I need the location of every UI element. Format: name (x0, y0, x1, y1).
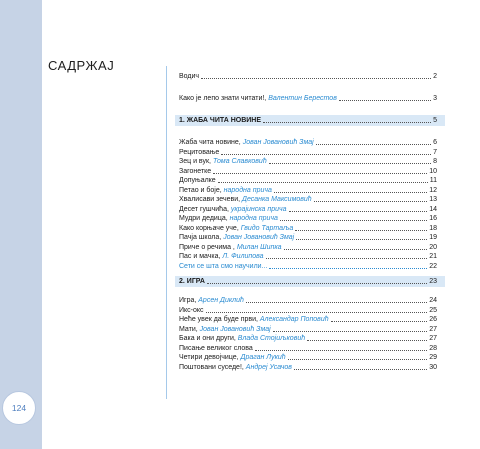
entry-title: Четири девојчице, Драган Лукић (179, 354, 286, 361)
entry-page: 14 (429, 205, 437, 213)
entry-title: Бака и они други, Влада Стојиљковић (179, 335, 306, 342)
toc-entry[interactable] (179, 138, 437, 147)
dot-leader (207, 283, 427, 284)
dot-leader (307, 340, 427, 341)
entry-title: Икс-окс (179, 306, 204, 314)
section-heading[interactable] (175, 115, 445, 126)
section-page: 5 (433, 117, 437, 124)
entry-title: Како је лепо знати читати!, Валентин Берестов (179, 95, 337, 102)
dot-leader (284, 249, 428, 250)
entry-author: Арсен Диклић (198, 297, 244, 304)
entry-title: Писање великог слова (179, 344, 253, 352)
entry-title: Игра, Арсен Диклић (179, 297, 244, 304)
entry-title: Поштовани суседе!, Андреј Усачов (179, 363, 292, 371)
entry-author: Валентин Берестов (268, 95, 337, 102)
page-margin-band (0, 0, 42, 449)
entry-page: 30 (429, 363, 437, 371)
dot-leader (295, 230, 427, 231)
entry-author: Милан Шипка (236, 243, 282, 251)
entry-title: Жаба чита новине, Јован Јовановић Змај (179, 139, 314, 146)
dot-leader (201, 78, 431, 79)
entry-page: 25 (429, 306, 437, 314)
toc-entry[interactable] (179, 176, 437, 185)
toc-entry[interactable] (179, 167, 437, 176)
section-title: 1. ЖАБА ЧИТА НОВИНЕ (179, 117, 262, 124)
dot-leader (339, 100, 431, 101)
entry-title: Петао и боје, народна прича (179, 186, 272, 194)
entry-page: 28 (429, 344, 437, 352)
dot-leader (218, 182, 428, 183)
entry-page: 10 (429, 167, 437, 175)
entry-title: Хвалисави зечеви, Десанка Максимовић (179, 196, 312, 203)
toc-entry-review[interactable] (179, 262, 437, 271)
page-number-badge: 124 (2, 391, 36, 425)
toc-entry[interactable] (179, 205, 437, 214)
dot-leader (316, 144, 431, 145)
dot-leader (288, 359, 428, 360)
toc-entry[interactable] (179, 243, 437, 252)
entry-author: Л. Филипова (222, 253, 264, 260)
entry-page: 2 (433, 73, 437, 80)
entry-page: 19 (429, 234, 437, 241)
entry-page: 27 (429, 335, 437, 342)
dot-leader (274, 192, 427, 193)
toc-entry[interactable] (179, 94, 437, 103)
toc-entry[interactable] (179, 315, 437, 324)
entry-author: Јован Јовановић Змај (242, 139, 314, 146)
toc-entry[interactable] (179, 157, 437, 166)
toc-entry[interactable] (179, 72, 437, 81)
entry-page: 29 (429, 354, 437, 361)
entry-author: Десанка Максимовић (242, 196, 312, 203)
entry-title: Десет гушчића, украјинска прича (179, 205, 287, 213)
entry-page: 26 (429, 316, 437, 323)
section-heading[interactable] (175, 276, 445, 287)
dot-leader (289, 211, 428, 212)
toc-entry[interactable] (179, 344, 437, 353)
entry-page: 3 (433, 95, 437, 102)
toc-entry[interactable] (179, 148, 437, 157)
toc-entry[interactable] (179, 233, 437, 242)
entry-page: 24 (429, 297, 437, 304)
entry-title: Мудри дедица, народна прича (179, 215, 278, 222)
toc-entry[interactable] (179, 334, 437, 343)
entry-page: 13 (429, 196, 437, 203)
entry-title: Како корњаче уче, Гвидо Тартаља (179, 224, 294, 232)
table-of-contents (166, 66, 445, 399)
dot-leader (266, 258, 428, 259)
dot-leader (296, 239, 427, 240)
entry-title: Мати, Јован Јовановић Змај (179, 325, 271, 333)
entry-author: Андреј Усачов (245, 363, 292, 371)
entry-author: Александар Поповић (259, 316, 329, 323)
entry-page: 6 (433, 139, 437, 146)
entry-page: 27 (429, 325, 437, 333)
entry-page: 11 (429, 177, 437, 184)
entry-title: Пас и мачка, Л. Филипова (179, 253, 264, 260)
toc-entry[interactable] (179, 195, 437, 204)
dot-leader (294, 369, 427, 370)
entry-page: 8 (433, 158, 437, 165)
entry-page: 20 (429, 243, 437, 251)
dot-leader (269, 163, 431, 164)
toc-entry[interactable] (179, 325, 437, 334)
dot-leader (206, 312, 428, 313)
entry-author: Јован Јовановић Змај (223, 234, 295, 241)
dot-leader (280, 220, 427, 221)
page-title: САДРЖАЈ (48, 58, 115, 73)
toc-entry[interactable] (179, 224, 437, 233)
entry-author: украјинска прича (230, 205, 287, 213)
dot-leader (263, 122, 431, 123)
entry-title: Приче о речима , Милан Шипка (179, 243, 282, 251)
entry-page: 16 (429, 215, 437, 222)
dot-leader (213, 173, 427, 174)
dot-leader (221, 154, 431, 155)
entry-title: Рецитовање (179, 148, 220, 156)
entry-page: 12 (429, 186, 437, 194)
entry-author: Гвидо Тартаља (240, 224, 294, 232)
entry-author: народна прича (223, 186, 272, 194)
entry-page: 21 (429, 253, 437, 260)
dot-leader (314, 201, 428, 202)
entry-title: Зец и вук, Тома Славковић (179, 158, 267, 165)
entry-author: Драган Лукић (240, 354, 286, 361)
toc-entry[interactable] (179, 214, 437, 223)
entry-author: Тома Славковић (212, 158, 267, 165)
toc-entry[interactable] (179, 306, 437, 315)
entry-author: Влада Стојиљковић (237, 335, 306, 342)
dot-leader (269, 268, 427, 269)
entry-title: Сети се шта смо научили... (179, 262, 268, 270)
section-title: 2. ИГРА (179, 278, 205, 285)
dot-leader (255, 350, 427, 351)
entry-author: Јован Јовановић Змај (199, 325, 271, 333)
dot-leader (246, 302, 427, 303)
entry-page: 18 (429, 224, 437, 232)
entry-title: Пачја школа, Јован Јовановић Змај (179, 234, 295, 241)
toc-entry[interactable] (179, 252, 437, 261)
toc-entry[interactable] (179, 296, 437, 305)
toc-entry[interactable] (179, 353, 437, 362)
entry-author: народна прича (229, 215, 278, 222)
entry-page: 22 (429, 262, 437, 270)
toc-entry[interactable] (179, 363, 437, 372)
entry-title: Загонетке (179, 167, 212, 175)
section-page: 23 (429, 278, 437, 285)
dot-leader (273, 331, 428, 332)
entry-page: 7 (433, 148, 437, 156)
toc-entry[interactable] (179, 186, 437, 195)
entry-title: Неће увек да буде први, Александар Поповић (179, 316, 329, 323)
entry-title: Водич (179, 73, 200, 80)
entry-title: Допуњалке (179, 177, 216, 184)
dot-leader (331, 321, 428, 322)
